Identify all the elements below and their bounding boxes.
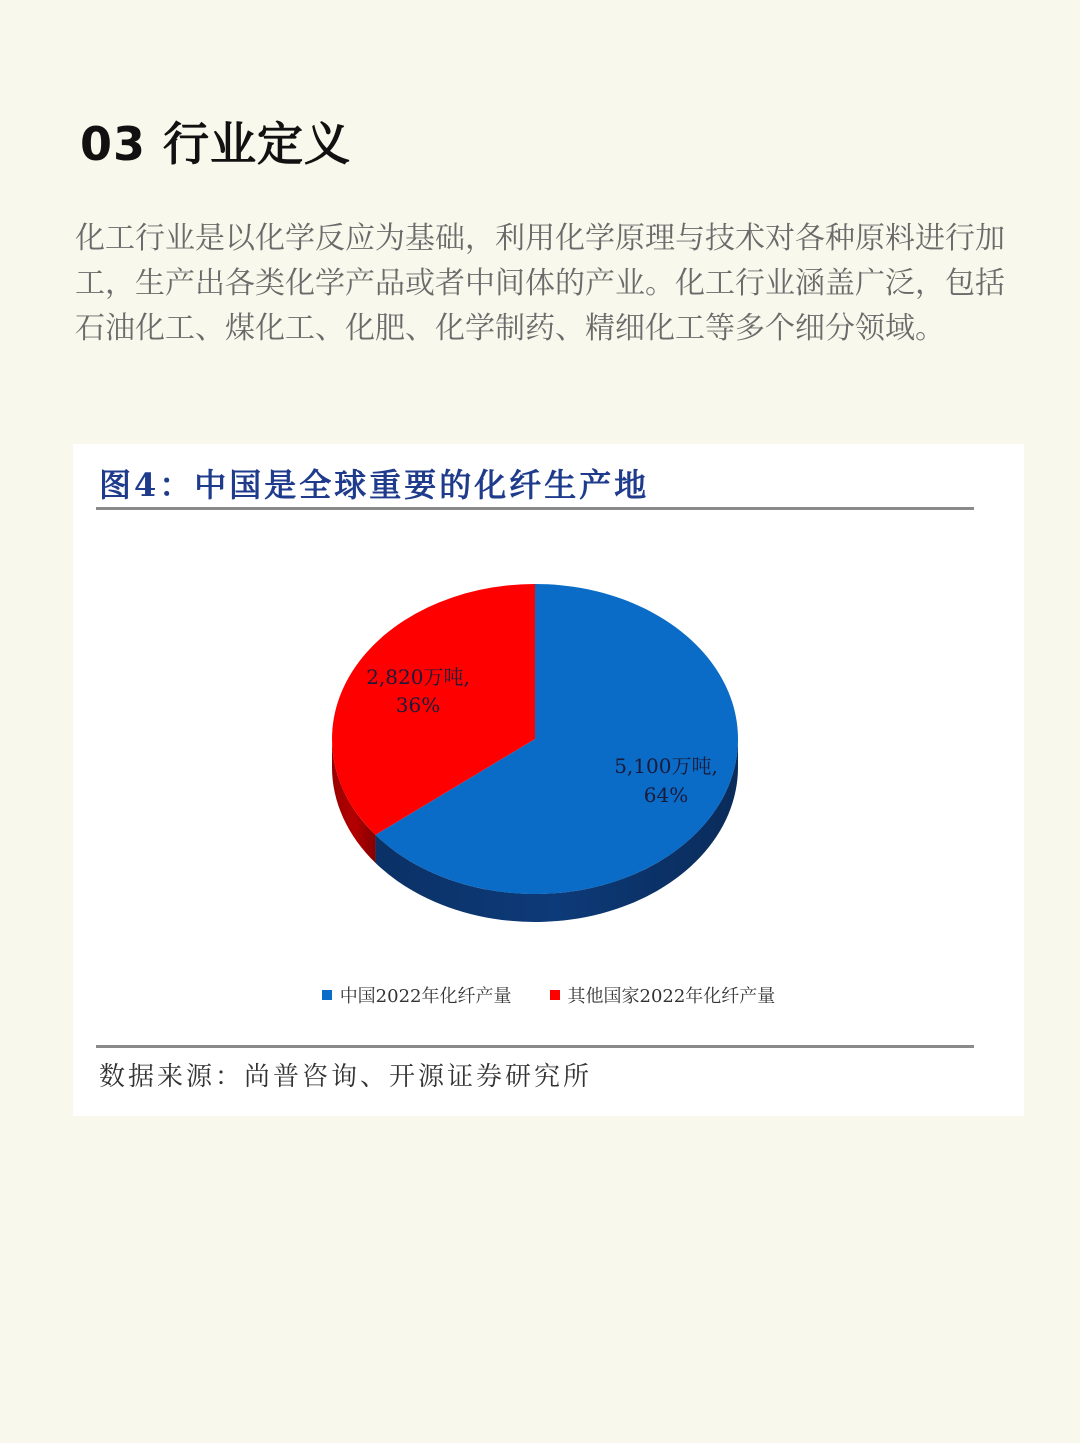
figure-card [73, 444, 1024, 1116]
figure-source: 数据来源：尚普咨询、开源证券研究所 [99, 1062, 593, 1092]
slice-label-others-value: 2,820万吨, [366, 665, 470, 689]
intro-paragraph: 化工行业是以化学反应为基础，利用化学原理与技术对各种原料进行加工，生产出各类化学产品或者中间体的产业。化工行业涵盖广泛，包括石油化工、煤化工、化肥、化学制药、精细化工等多个细分领域。 [75, 221, 1005, 346]
figure-title: 图4：中国是全球重要的化纤生产地 [99, 466, 650, 504]
figure-bottom-rule [96, 1045, 974, 1048]
slice-label-china-percent: 64% [643, 783, 689, 807]
legend-swatch-others [550, 990, 560, 1000]
legend-item-china [322, 982, 512, 1008]
chart-legend [73, 982, 1024, 1008]
legend-label-china: 中国2022年化纤产量 [339, 986, 512, 1007]
section-title: 03 行业定义 [80, 117, 352, 171]
legend-label-others: 其他国家2022年化纤产量 [567, 986, 776, 1007]
legend-item-others [550, 982, 776, 1008]
slice-label-others-percent: 36% [395, 693, 441, 717]
pie-chart [73, 444, 1024, 1004]
pie-top-group [332, 584, 738, 894]
slice-label-china-value: 5,100万吨, [614, 754, 718, 778]
legend-swatch-china [322, 990, 332, 1000]
